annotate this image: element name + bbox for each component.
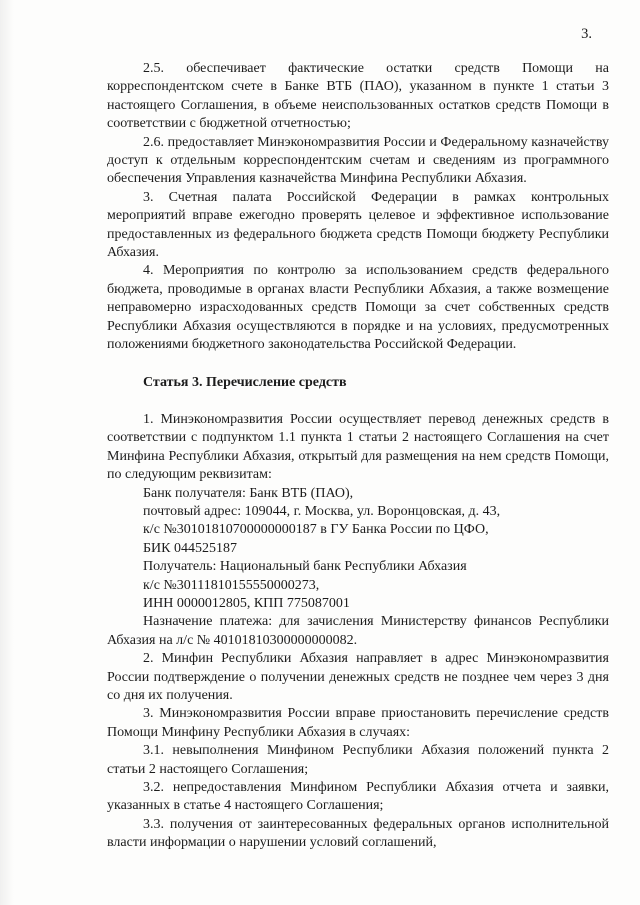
paragraph: 2.6. предоставляет Минэкономразвития России и Федеральному казначейству доступ к отдельным корреспондентским счетам и сведениям из программного обеспечения Управления казначейства Минфина Республики Абхазия. [107,134,609,187]
paragraph: 3.1. невыполнения Минфином Республики Абхазия положений пункта 2 статьи 2 настоящего Соглашения; [107,743,609,777]
document-body [107,60,609,853]
paragraph: 3. Минэкономразвития России вправе приостановить перечисление средств Помощи Минфину Республики Абхазия в случаях: [107,706,609,740]
paragraph: 2.5. обеспечивает фактические остатки средств Помощи на корреспондентском счете в Банке ВТБ (ПАО), указанном в пункте 1 статьи 3 настоящего Соглашения, в объеме неиспользованных остатков средств Помощи в соответствии с бюджетной отчетностью; [107,61,609,132]
section-heading: Статья 3. Перечисление средств [143,374,347,390]
paragraph: 4. Мероприятия по контролю за использованием средств федерального бюджета, проводимые в органах власти Республики Абхазия, а также возмещение неправомерно израсходованных средств Помощи за счет собственных средств Республики Абхазия осуществляются в порядке и на условиях, предусмотренных положениями бюджетного законодательства Российской Федерации. [107,263,609,353]
bank-detail-line: Получатель: Национальный банк Республики Абхазия [143,559,467,575]
paragraph: 3. Счетная палата Российской Федерации в рамках контрольных мероприятий вправе ежегодно проверять целевое и эффективное использование предоставленных из федерального бюджета средств Помощи бюджету Республики Абхазия. [107,189,609,261]
bank-detail-line: к/с №30111810155550000273, [143,577,320,593]
paragraph: 3.3. получения от заинтересованных федеральных органов исполнительной власти информации о нарушении условий соглашений, [107,816,609,851]
paragraph: 1. Минэкономразвития России осуществляет перевод денежных средств в соответствии с подпунктом 1.1 пункта 1 статьи 2 настоящего Соглашения на счет Минфина Республики Абхазия, открытый для размещения на нем средств Помощи, по следующим реквизитам: [107,411,609,483]
bank-detail-line: ИНН 0000012805, КПП 775087001 [143,595,350,611]
bank-detail-line: почтовый адрес: 109044, г. Москва, ул. Воронцовская, д. 43, [143,503,501,519]
paragraph: 2. Минфин Республики Абхазия направляет в адрес Минэкономразвития России подтверждение о получении денежных средств не позднее чем через 3 дня со дня их получения. [107,651,609,703]
bank-detail-line: БИК 044525187 [143,540,237,556]
page-number: 3. [581,26,592,42]
scan-edge-shadow [0,0,14,905]
paragraph: 3.2. непредоставления Минфином Республики Абхазия отчета и заявки, указанных в статье 4 настоящего Соглашения; [107,780,609,814]
paragraph: Назначение платежа: для зачисления Министерству финансов Республики Абхазия на л/с № 40101810300000000082. [107,614,609,648]
bank-detail-line: Банк получателя: Банк ВТБ (ПАО), [143,485,354,501]
bank-detail-line: к/с №30101810700000000187 в ГУ Банка России по ЦФО, [143,522,489,538]
